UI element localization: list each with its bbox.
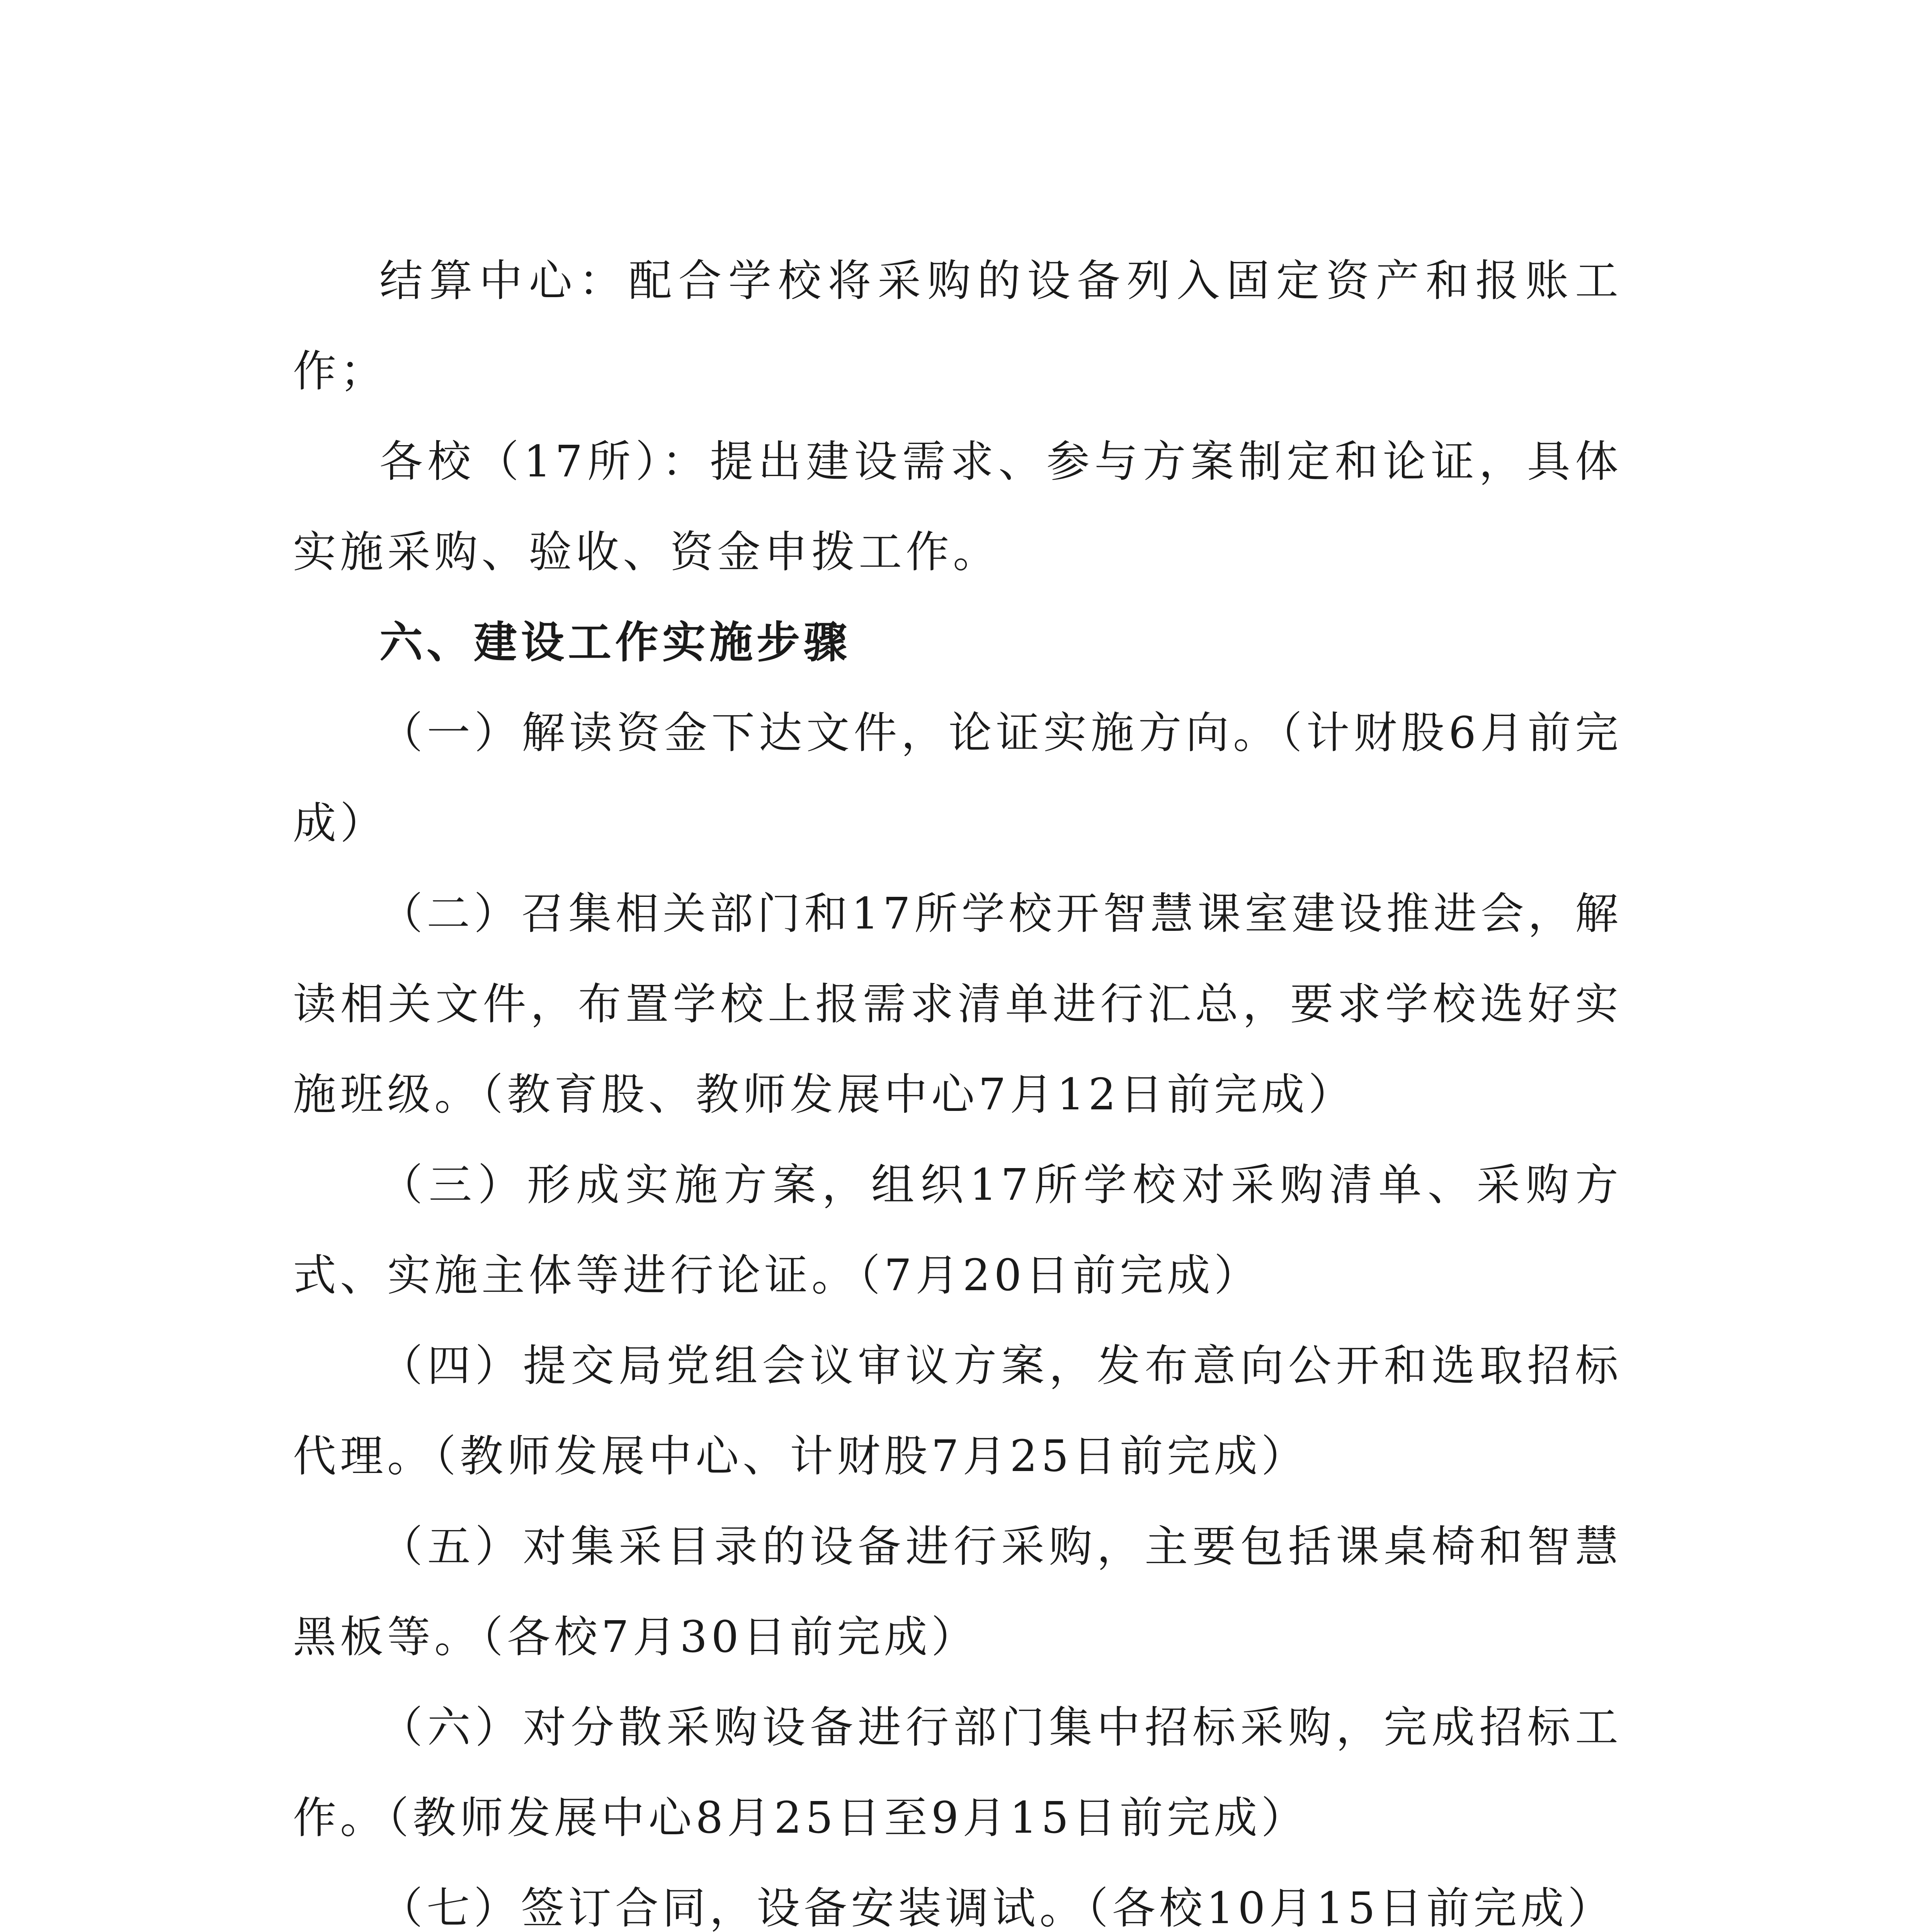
- paragraph-settlement-center: 结算中心：配合学校将采购的设备列入固定资产和报账工作；: [293, 256, 1622, 396]
- step-7: （七）签订合同，设备安装调试。（各校10月15日前完成）: [379, 1883, 1615, 1932]
- section-heading-implementation-steps: 六、建设工作实施步骤: [379, 617, 851, 668]
- step-4: （四）提交局党组会议审议方案，发布意向公开和选取招标代理。（教师发展中心、计财股7月25日前完成）: [293, 1341, 1622, 1481]
- paragraph-schools: 各校（17所）：提出建设需求、参与方案制定和论证，具体实施采购、验收、资金申拨工作。: [293, 437, 1622, 577]
- step-2: （二）召集相关部门和17所学校开智慧课室建设推进会，解读相关文件，布置学校上报需求清单进行汇总，要求学校选好实施班级。（教育股、教师发展中心7月12日前完成）: [293, 889, 1622, 1120]
- step-3: （三）形成实施方案，组织17所学校对采购清单、采购方式、实施主体等进行论证。（7月20日前完成）: [293, 1160, 1622, 1301]
- step-5: （五）对集采目录的设备进行采购，主要包括课桌椅和智慧黑板等。（各校7月30日前完成）: [293, 1522, 1622, 1662]
- step-1: （一）解读资金下达文件，论证实施方向。（计财股6月前完成）: [293, 708, 1622, 849]
- document-body: [293, 236, 1622, 1932]
- step-6: （六）对分散采购设备进行部门集中招标采购，完成招标工作。（教师发展中心8月25日至9月15日前完成）: [293, 1702, 1622, 1843]
